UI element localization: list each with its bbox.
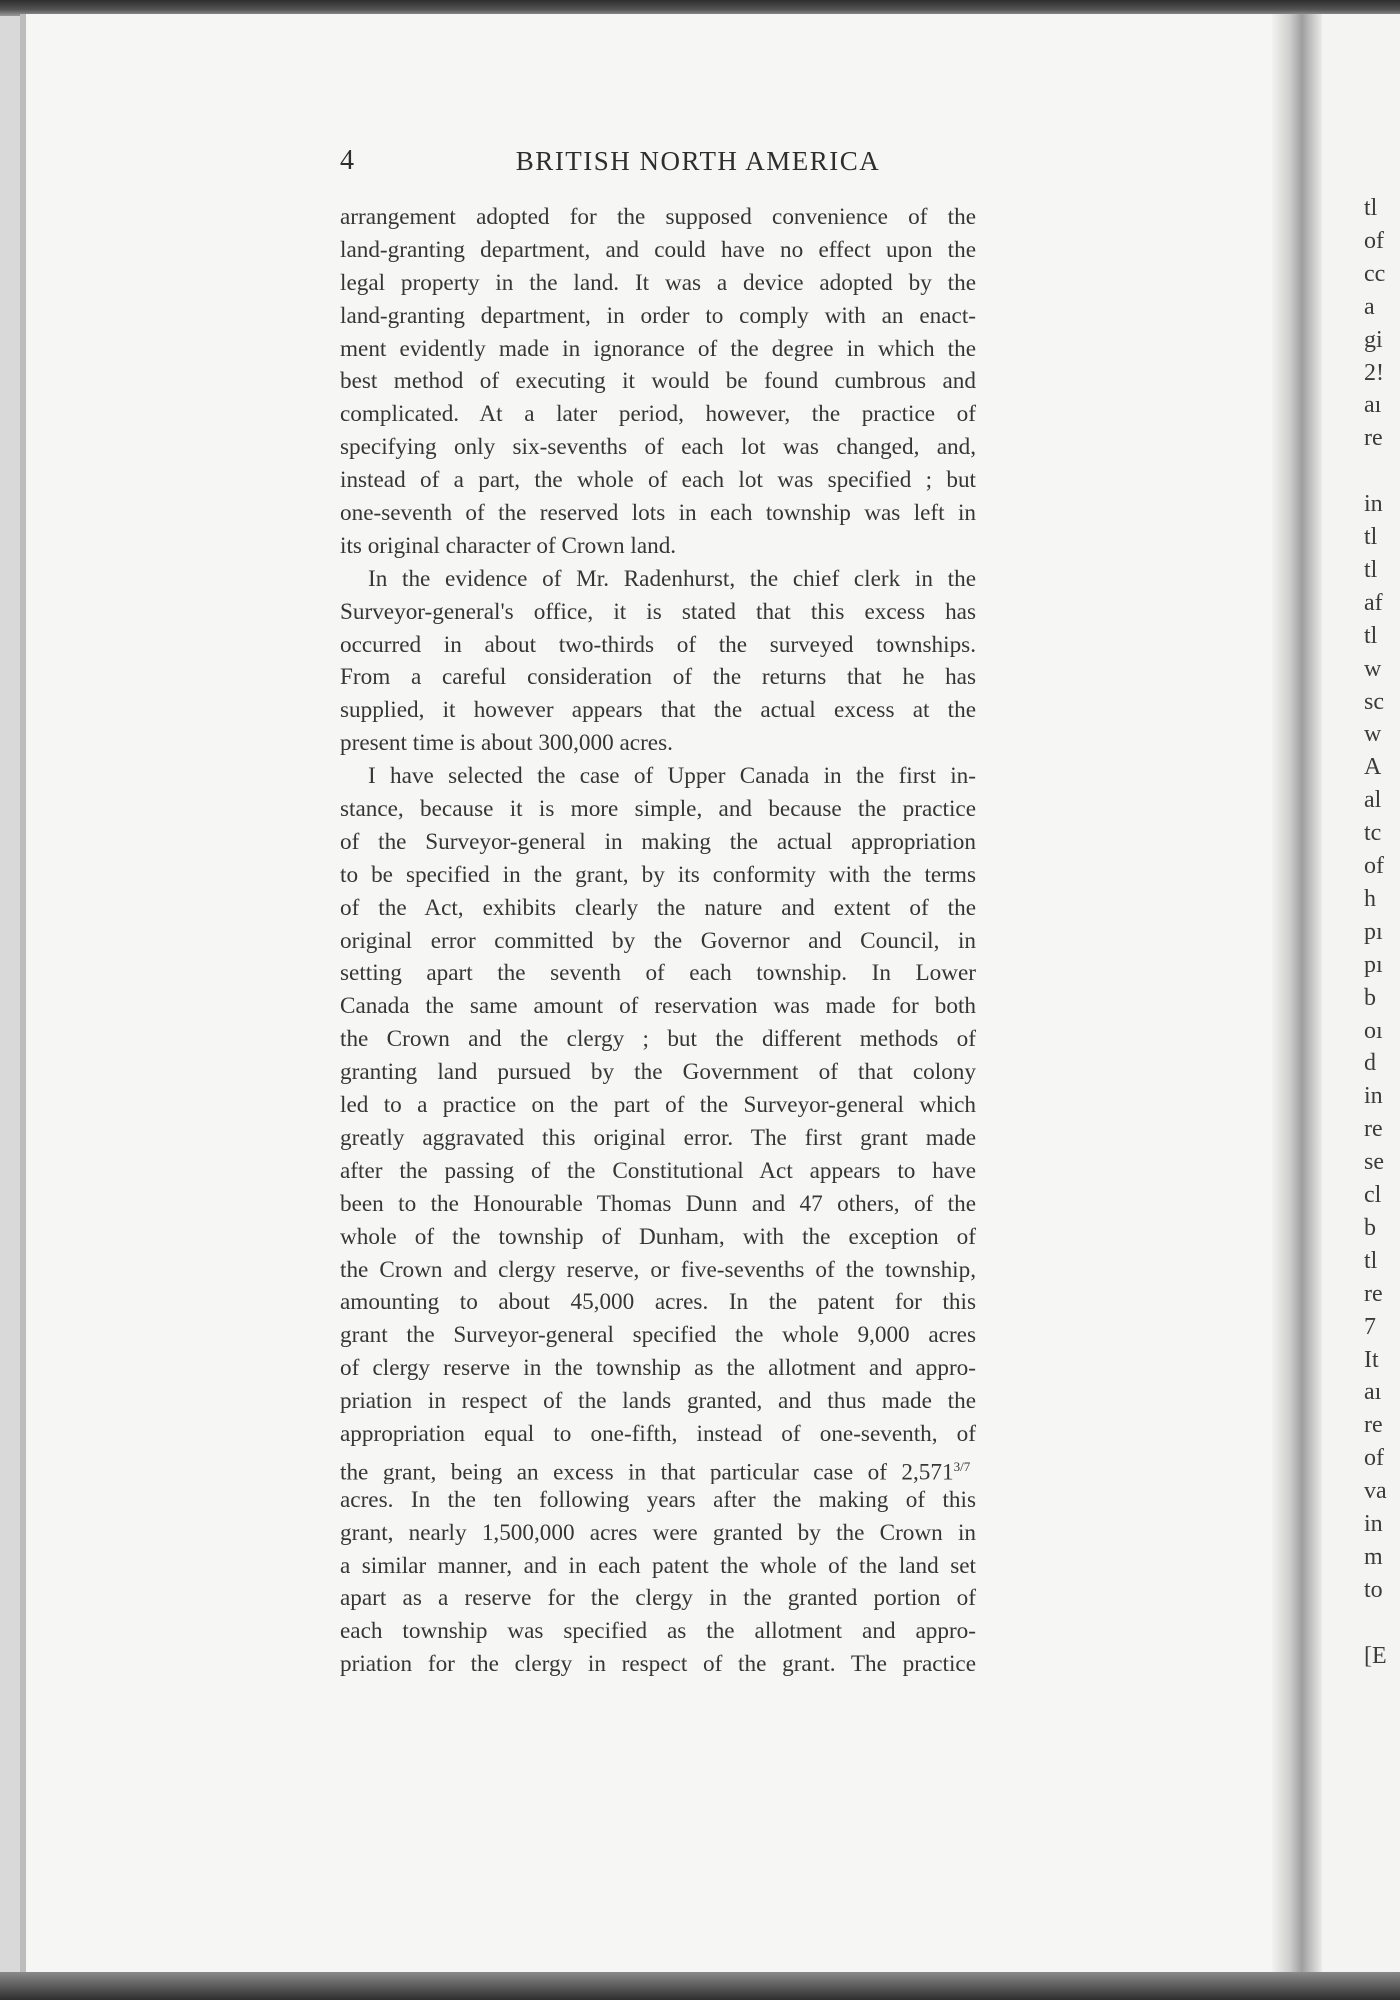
text-line — [340, 1254, 976, 1287]
facing-page-fragment: re — [1364, 1280, 1383, 1307]
facing-page-fragment: 2! — [1364, 359, 1384, 386]
facing-page-fragment: cc — [1364, 260, 1386, 287]
text-line — [340, 333, 976, 366]
line-text: From a careful consideration of the returns that he has — [340, 664, 976, 691]
facing-page-fragment: tl — [1364, 195, 1378, 221]
facing-page — [1322, 14, 1400, 1976]
text-line — [340, 1385, 976, 1418]
text-line — [340, 629, 976, 662]
text-line — [340, 826, 976, 859]
facing-page-fragment: cl — [1364, 1182, 1382, 1208]
line-text: present time is about 300,000 acres. — [340, 730, 673, 757]
text-line — [340, 1484, 976, 1517]
line-text: Canada the same amount of reservation was made for both — [340, 993, 976, 1020]
facing-page-fragment: al — [1364, 787, 1382, 814]
line-text: of the Act, exhibits clearly the nature and extent of the — [340, 894, 976, 921]
facing-page-fragment: m — [1364, 1543, 1383, 1570]
text-line — [340, 596, 976, 629]
text-line — [340, 1056, 976, 1089]
facing-page-fragment: tl — [1364, 556, 1378, 583]
running-title: BRITISH NORTH AMERICA — [515, 146, 881, 176]
text-line — [340, 201, 976, 234]
text-line — [340, 1582, 976, 1615]
book-gutter — [1272, 14, 1322, 1976]
line-text: Surveyor-general's office, it is stated that this excess has — [340, 598, 976, 625]
facing-page-fragment: w — [1364, 655, 1382, 682]
facing-page-fragment: to — [1364, 1576, 1383, 1603]
line-text: In the evidence of Mr. Radenhurst, the chief clerk in the — [368, 565, 976, 592]
text-line — [340, 365, 976, 398]
facing-page-fragment: re — [1364, 1412, 1383, 1439]
facing-page-fragment: tc — [1364, 820, 1382, 847]
text-line — [340, 1221, 976, 1254]
line-text: whole of the township of Dunham, with the exception of — [340, 1223, 976, 1250]
text-line — [340, 464, 976, 497]
text-line — [340, 1122, 976, 1155]
line-text: one-seventh of the reserved lots in each township was left in — [340, 500, 976, 527]
line-text: complicated. At a later period, however, the practice of — [340, 401, 976, 428]
facing-page-fragment: of — [1364, 227, 1384, 254]
text-line — [340, 431, 976, 464]
text-line — [340, 1517, 976, 1550]
facing-page-fragment: [E — [1364, 1642, 1387, 1669]
text-line — [340, 990, 976, 1023]
line-text: legal property in the land. It was a device adopted by the — [340, 269, 976, 296]
line-text: led to a practice on the part of the Surveyor-general which — [340, 1092, 976, 1119]
line-text: grant the Surveyor-general specified the whole 9,000 acres — [340, 1322, 976, 1349]
text-line — [340, 530, 976, 563]
text-line — [340, 793, 976, 826]
facing-page-fragment: sc — [1364, 688, 1384, 715]
facing-page-fragment: b — [1364, 984, 1376, 1011]
line-text: instead of a part, the whole of each lot was specified ; but — [340, 467, 976, 494]
line-text: the Crown and the clergy ; but the different methods of — [340, 1026, 976, 1053]
facing-page-fragment: tl — [1364, 1247, 1378, 1274]
facing-page-fragment: re — [1364, 1116, 1383, 1143]
text-line — [340, 1089, 976, 1122]
scan-bottom-edge — [0, 1972, 1400, 2000]
text-line — [340, 957, 976, 990]
facing-page-fragment: se — [1364, 1149, 1384, 1176]
line-text: supplied, it however appears that the actual excess at the — [340, 697, 976, 724]
facing-page-fragment: aı — [1364, 1379, 1382, 1406]
line-text: apart as a reserve for the clergy in the granted portion of — [340, 1585, 976, 1612]
line-text: amounting to about 45,000 acres. In the patent for this — [340, 1289, 976, 1316]
text-line — [340, 1451, 976, 1484]
text-line — [340, 267, 976, 300]
line-text: to be specified in the grant, by its conformity with the terms — [340, 861, 976, 888]
text-line — [340, 398, 976, 431]
line-text: land-granting department, in order to comply with an enact- — [340, 302, 976, 329]
facing-page-fragment: 7 — [1364, 1313, 1376, 1340]
text-line — [340, 1319, 976, 1352]
text-line — [340, 694, 976, 727]
facing-page-fragment: in — [1364, 1511, 1383, 1537]
text-line — [340, 1648, 976, 1681]
facing-page-fragment: oı — [1364, 1017, 1383, 1044]
facing-page-fragment: af — [1364, 589, 1383, 616]
line-text: setting apart the seventh of each township. In Lower — [340, 960, 976, 987]
facing-page-fragment: gi — [1364, 326, 1383, 353]
body-text — [340, 201, 976, 1681]
line-text: best method of executing it would be found cumbrous and — [340, 368, 976, 395]
line-text: priation for the clergy in respect of the grant. The practice — [340, 1651, 976, 1678]
text-line — [340, 1155, 976, 1188]
line-text: granting land pursued by the Government of that colony — [340, 1059, 976, 1086]
text-line — [340, 925, 976, 958]
text-line — [340, 760, 976, 793]
line-text: appropriation equal to one-fifth, instead of one-seventh, of — [340, 1420, 976, 1447]
line-text: a similar manner, and in each patent the whole of the land set — [340, 1552, 976, 1579]
line-text: stance, because it is more simple, and because the practice — [340, 796, 976, 823]
text-line — [340, 1615, 976, 1648]
line-text: ment evidently made in ignorance of the degree in which the — [340, 335, 976, 362]
text-line — [340, 1418, 976, 1451]
text-line — [340, 1286, 976, 1319]
line-text: its original character of Crown land. — [340, 532, 677, 559]
line-text: I have selected the case of Upper Canada in the first in- — [368, 763, 976, 790]
fraction: 3/7 — [953, 1458, 971, 1474]
facing-page-fragment: h — [1364, 885, 1376, 912]
facing-page-fragment: pı — [1364, 918, 1383, 945]
facing-page-fragment: of — [1364, 1445, 1384, 1472]
text-line — [340, 1352, 976, 1385]
facing-page-fragment: w — [1364, 721, 1382, 748]
text-line — [340, 859, 976, 892]
text-line — [340, 661, 976, 694]
facing-page-fragment: A — [1364, 754, 1382, 781]
line-text: grant, nearly 1,500,000 acres were granted by the Crown in — [340, 1519, 976, 1546]
text-line — [340, 563, 976, 596]
facing-page-fragment: a — [1364, 293, 1375, 320]
text-line — [340, 892, 976, 925]
line-text: acres. In the ten following years after the making of this — [340, 1486, 976, 1513]
facing-page-fragment: aı — [1364, 392, 1382, 419]
facing-page-fragment: It — [1364, 1346, 1379, 1373]
line-text: land-granting department, and could have no effect upon the — [340, 236, 976, 263]
text-line — [340, 300, 976, 333]
facing-page-fragment: of — [1364, 853, 1384, 879]
line-text: each township was specified as the allotment and appro- — [340, 1618, 976, 1645]
page-header — [340, 144, 976, 178]
line-text: original error committed by the Governor and Council, in — [340, 927, 976, 954]
line-text: the Crown and clergy reserve, or five-sevenths of the township, — [340, 1256, 976, 1283]
text-line — [340, 497, 976, 530]
line-text: specifying only six-sevenths of each lot was changed, and, — [340, 434, 976, 461]
facing-page-fragment: pı — [1364, 951, 1383, 978]
page-number: 4 — [340, 145, 354, 176]
line-text: priation in respect of the lands granted, and thus made the — [340, 1388, 976, 1415]
facing-page-fragment: tl — [1364, 524, 1378, 550]
facing-page-fragment: re — [1364, 425, 1383, 452]
line-text: greatly aggravated this original error. The first grant made — [340, 1124, 976, 1151]
line-text: the grant, being an excess in that particular case of 2,571 — [340, 1459, 954, 1484]
facing-page-fragment: tl — [1364, 622, 1378, 649]
line-text: arrangement adopted for the supposed convenience of the — [340, 204, 976, 230]
text-line — [340, 234, 976, 267]
line-text: after the passing of the Constitutional Act appears to have — [340, 1157, 976, 1184]
facing-page-fragment: b — [1364, 1214, 1376, 1241]
facing-page-fragment: va — [1364, 1478, 1387, 1505]
text-line — [340, 727, 976, 760]
facing-page-fragment: in — [1364, 491, 1383, 518]
line-text: of the Surveyor-general in making the actual appropriation — [340, 828, 976, 855]
line-text: of clergy reserve in the township as the allotment and appro- — [340, 1355, 976, 1382]
line-text: occurred in about two-thirds of the surveyed townships. — [340, 631, 976, 658]
text-line — [340, 1550, 976, 1583]
facing-page-fragment: d — [1364, 1050, 1376, 1077]
text-line — [340, 1023, 976, 1056]
facing-page-fragment: in — [1364, 1083, 1383, 1110]
text-line — [340, 1188, 976, 1221]
line-text: been to the Honourable Thomas Dunn and 47 others, of the — [340, 1190, 976, 1217]
